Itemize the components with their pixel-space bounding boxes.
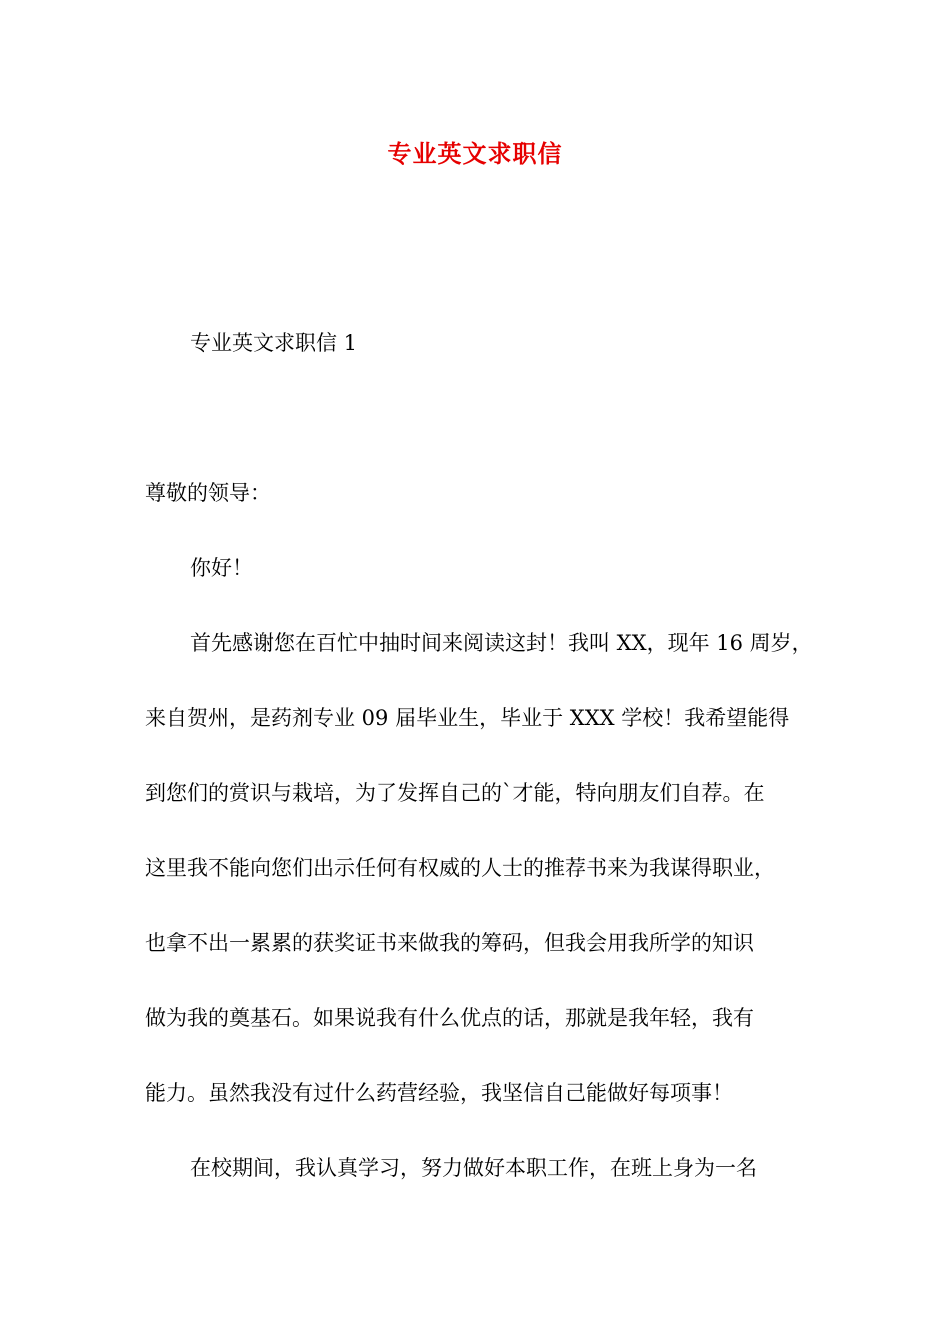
salutation: 尊敬的领导： [145, 481, 271, 505]
body-line: 做为我的奠基石。如果说我有什么优点的话，那就是我年轻，我有 [145, 1006, 754, 1030]
greeting: 你好！ [190, 556, 253, 580]
body-line: 首先感谢您在百忙中抽时间来阅读这封！我叫 XX，现年 16 周岁， [190, 631, 813, 655]
body-line: 这里我不能向您们出示任何有权威的人士的推荐书来为我谋得职业， [145, 856, 775, 880]
document-title: 专业英文求职信 [387, 139, 563, 168]
body-line: 在校期间，我认真学习，努力做好本职工作，在班上身为一名 [190, 1156, 757, 1180]
body-line: 也拿不出一累累的获奖证书来做我的筹码，但我会用我所学的知识 [145, 931, 754, 955]
body-line: 能力。虽然我没有过什么药营经验，我坚信自己能做好每项事！ [145, 1081, 733, 1105]
letter-heading: 专业英文求职信 1 [190, 331, 358, 355]
body-line: 到您们的赏识与栽培，为了发挥自己的`才能，特向朋友们自荐。在 [145, 781, 765, 805]
body-line: 来自贺州，是药剂专业 09 届毕业生，毕业于 XXX 学校！我希望能得 [145, 706, 790, 730]
